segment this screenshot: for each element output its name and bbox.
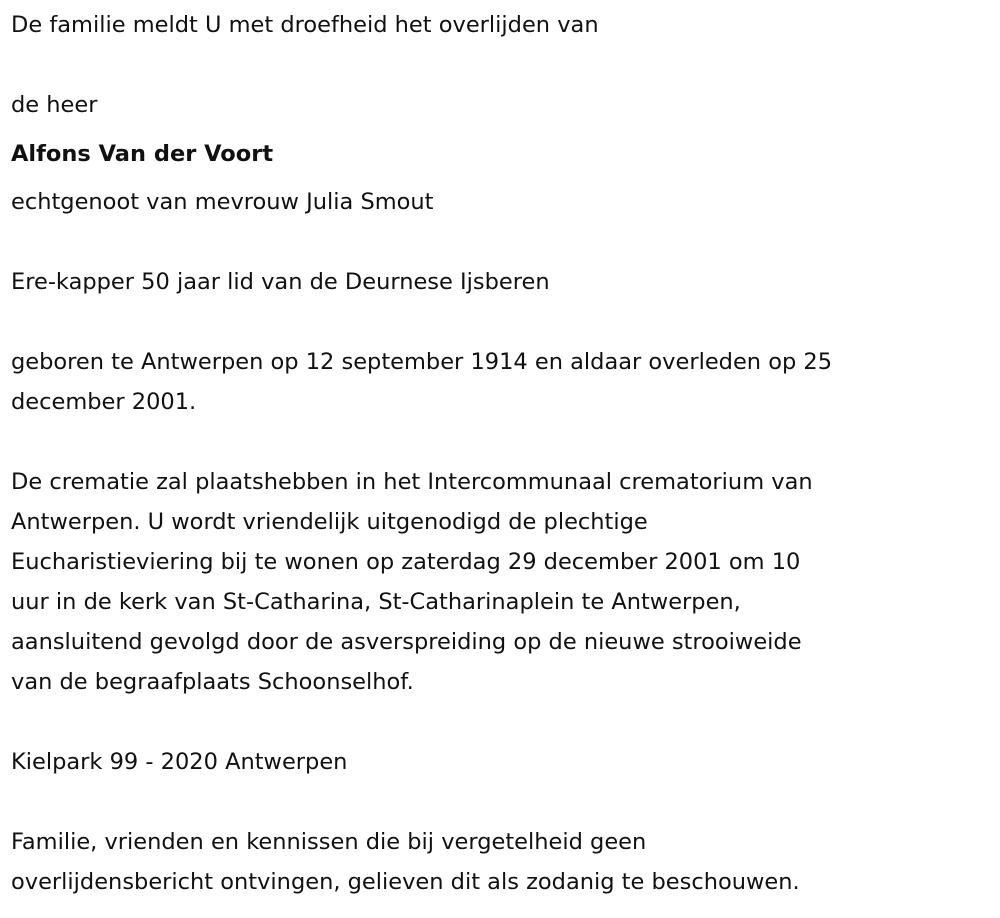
ceremony-line: aansluitend gevolgd door de asverspreiding op de nieuwe strooiweide — [11, 629, 802, 655]
deceased-name: Alfons Van der Voort — [11, 141, 274, 167]
closing-line: Familie, vrienden en kennissen die bij vergetelheid geen — [11, 829, 647, 855]
birth-death-line: december 2001. — [11, 389, 197, 415]
ceremony-line: De crematie zal plaatshebben in het Intercommunaal crematorium van — [11, 469, 813, 495]
ceremony-line: van de begraafplaats Schoonselhof. — [11, 669, 414, 695]
spouse-text: echtgenoot van mevrouw Julia Smout — [11, 189, 434, 215]
ceremony-line: uur in de kerk van St-Catharina, St-Catharinaplein te Antwerpen, — [11, 589, 741, 615]
address-text: Kielpark 99 - 2020 Antwerpen — [11, 749, 348, 775]
title-text: de heer — [11, 92, 98, 118]
honor-text: Ere-kapper 50 jaar lid van de Deurnese Ijsberen — [11, 269, 550, 295]
ceremony-line: Eucharistieviering bij te wonen op zaterdag 29 december 2001 om 10 — [11, 549, 801, 575]
intro-text: De familie meldt U met droefheid het overlijden van — [11, 12, 599, 38]
closing-line: overlijdensbericht ontvingen, gelieven dit als zodanig te beschouwen. — [11, 869, 800, 895]
birth-death-line: geboren te Antwerpen op 12 september 1914 en aldaar overleden op 25 — [11, 349, 833, 375]
ceremony-line: Antwerpen. U wordt vriendelijk uitgenodigd de plechtige — [11, 509, 648, 535]
